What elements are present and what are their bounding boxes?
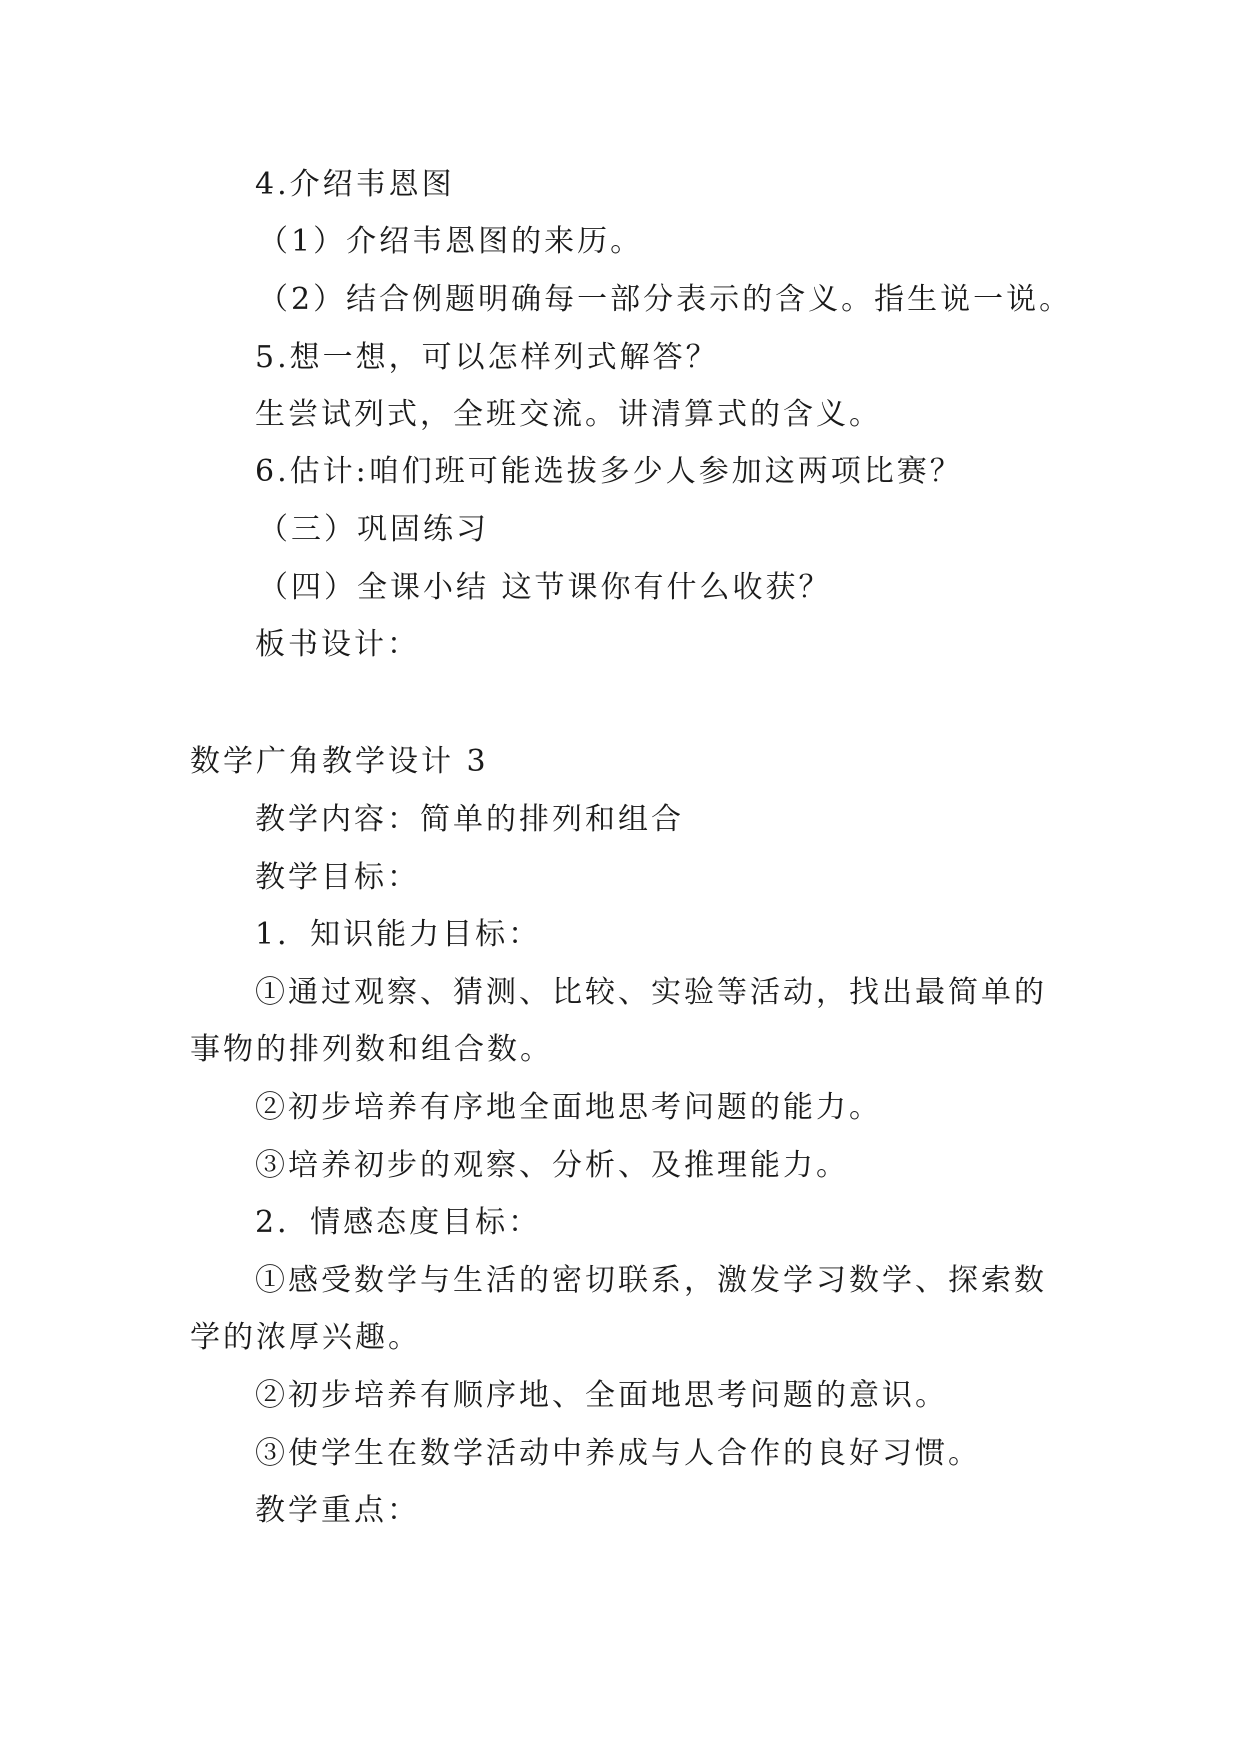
goal-1-item-1-continued: 事物的排列数和组合数。 xyxy=(190,1032,553,1067)
board-design-label: 板书设计： xyxy=(255,627,420,662)
sub-item-1: （1）介绍韦恩图的来历。 xyxy=(258,224,644,259)
item-5-heading: 5.想一想，可以怎样列式解答？ xyxy=(255,340,719,375)
section-three-heading: （三）巩固练习 xyxy=(258,512,489,547)
goal-2-item-1-continued: 学的浓厚兴趣。 xyxy=(190,1320,421,1355)
goal-2-item-3: ③使学生在数学活动中养成与人合作的良好习惯。 xyxy=(255,1436,981,1471)
item-6-heading: 6.估计:咱们班可能选拔多少人参加这两项比赛？ xyxy=(255,454,963,489)
goal-2-item-1: ①感受数学与生活的密切联系，激发学习数学、探索数 xyxy=(255,1263,1047,1298)
teaching-focus-label: 教学重点： xyxy=(255,1493,420,1528)
section-four-heading: （四）全课小结 这节课你有什么收获？ xyxy=(258,570,832,605)
item-4-venn-heading: 4.介绍韦恩图 xyxy=(255,167,455,202)
paragraph-line: 生尝试列式，全班交流。讲清算式的含义。 xyxy=(255,397,882,432)
goal-1-item-1: ①通过观察、猜测、比较、实验等活动，找出最简单的 xyxy=(255,975,1047,1010)
goal-1-heading: 1．知识能力目标： xyxy=(255,917,542,952)
sub-item-2: （2）结合例题明确每一部分表示的含义。指生说一说。 xyxy=(258,282,1073,317)
teaching-content: 教学内容：简单的排列和组合 xyxy=(255,802,684,837)
section-title: 数学广角教学设计 3 xyxy=(190,744,489,779)
teaching-goals-label: 教学目标： xyxy=(255,860,420,895)
goal-1-item-2: ②初步培养有序地全面地思考问题的能力。 xyxy=(255,1090,882,1125)
goal-2-heading: 2．情感态度目标： xyxy=(255,1205,542,1240)
goal-2-item-2: ②初步培养有顺序地、全面地思考问题的意识。 xyxy=(255,1378,948,1413)
goal-1-item-3: ③培养初步的观察、分析、及推理能力。 xyxy=(255,1148,849,1183)
